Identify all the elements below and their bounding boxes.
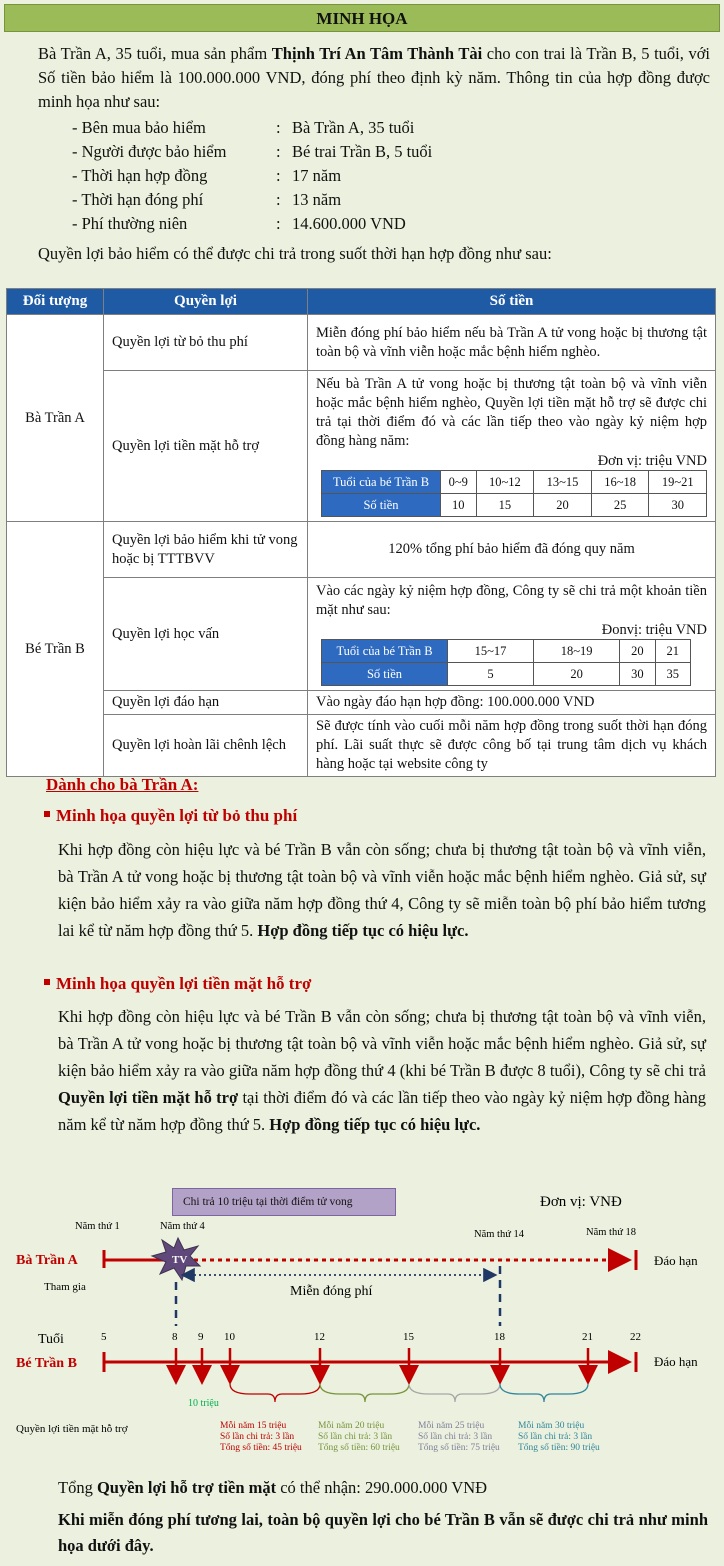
bullet-support bbox=[44, 974, 311, 994]
age-tick: 12 bbox=[314, 1331, 325, 1343]
bullet-title: Minh họa quyền lợi tiền mặt hỗ trợ bbox=[56, 974, 312, 993]
waiver-text: Miễn đóng phí bbox=[290, 1284, 373, 1299]
info-key: - Phí thường niên bbox=[72, 214, 188, 233]
sub-age: 13~15 bbox=[534, 471, 592, 494]
first-pay-text: 10 triệu bbox=[188, 1398, 219, 1409]
unit-label: Đơn vị: triệu VND bbox=[597, 453, 707, 469]
bullet-title: Minh họa quyền lợi từ bỏ thu phí bbox=[56, 806, 298, 825]
benefit-cell: Quyền lợi tiền mặt hỗ trợ bbox=[104, 371, 308, 522]
sub-age: 21 bbox=[655, 640, 690, 663]
sub-header: Số tiền bbox=[322, 494, 441, 517]
age-tick: 21 bbox=[582, 1331, 593, 1343]
info-value: Bé trai Trần B, 5 tuổi bbox=[292, 142, 433, 161]
g4-l2: Số lần chi trả: 3 lần bbox=[518, 1432, 593, 1442]
amount-cell: 120% tổng phí bảo hiểm đã đóng quy năm bbox=[308, 522, 716, 578]
g1-l3: Tổng số tiền: 45 triệu bbox=[220, 1443, 302, 1453]
g4-l3: Tổng số tiền: 90 triệu bbox=[518, 1443, 600, 1453]
col-header-subject: Đối tượng bbox=[7, 289, 104, 315]
table-row bbox=[7, 522, 716, 578]
age-tick: 18 bbox=[494, 1331, 505, 1343]
table-row bbox=[7, 578, 716, 691]
para-text: tại thời điểm đó và các lần tiếp theo vào ngày kỷ niệm hợp đồng hàng năm kể từ năm hợp đồng thứ 5. bbox=[58, 1088, 706, 1134]
info-colon: : bbox=[276, 142, 281, 161]
b-label: Bé Trần B bbox=[16, 1356, 77, 1371]
sub-age: 16~18 bbox=[591, 471, 649, 494]
para-bold: Hợp đồng tiếp tục có hiệu lực. bbox=[269, 1115, 481, 1134]
a-label: Bà Trần A bbox=[16, 1253, 78, 1268]
benefit-cell: Quyền lợi hoàn lãi chênh lệch bbox=[104, 715, 308, 777]
sub-age: 10~12 bbox=[476, 471, 534, 494]
info-value: 13 năm bbox=[292, 190, 342, 209]
amount-cell bbox=[308, 371, 716, 522]
support-subtable bbox=[321, 470, 707, 517]
year18-text: Năm thứ 18 bbox=[586, 1227, 637, 1238]
info-colon: : bbox=[276, 166, 281, 185]
age-tick: 10 bbox=[224, 1331, 235, 1343]
para-bold: Quyền lợi tiền mặt hỗ trợ bbox=[58, 1088, 239, 1107]
g4-l1: Mỗi năm 30 triệu bbox=[518, 1421, 585, 1431]
g2-l2: Số lần chi trả: 3 lần bbox=[318, 1432, 393, 1442]
info-value: Bà Trần A, 35 tuổi bbox=[292, 118, 415, 137]
total-bold: Quyền lợi hỗ trợ tiền mặt bbox=[96, 1478, 277, 1497]
sub-age: 15~17 bbox=[448, 640, 534, 663]
bullet-square-icon bbox=[44, 811, 50, 817]
para-text: Khi hợp đồng còn hiệu lực và bé Trần B vẫn còn sống; chưa bị thương tật toàn bộ và vĩnh viễn, bà Trần A tử vong hoặc bị thương tật toàn bộ và vĩnh viễn hoặc mắc bệnh hiểm nghèo. Giả sử, sự kiện bảo hiểm xảy ra vào giữa năm hợp đồng thứ 4, Công ty sẽ miễn toàn bộ phí bảo hiểm tương lai kể từ năm hợp đồng thứ 5. bbox=[58, 840, 706, 940]
sub-amount: 15 bbox=[476, 494, 534, 517]
amount-cell bbox=[308, 578, 716, 691]
g1-l2: Số lần chi trả: 3 lần bbox=[220, 1432, 295, 1442]
bullet-waiver bbox=[44, 806, 297, 826]
sub-age: 0~9 bbox=[441, 471, 477, 494]
age-label: Tuổi bbox=[38, 1332, 64, 1347]
intro-text-2: cho con trai là Trần B, 5 tuổi, với Số tiền bảo hiểm là 100.000.000 VND, đóng phí theo định kỳ năm. Thông tin của hợp đồng được minh họa như sau: bbox=[38, 44, 711, 111]
age-tick: 8 bbox=[172, 1331, 178, 1343]
g3-l2: Số lần chi trả: 3 lần bbox=[418, 1432, 493, 1442]
benefit-cell: Quyền lợi bảo hiểm khi tử vong hoặc bị TTTBVV bbox=[104, 522, 308, 578]
table-row bbox=[7, 691, 716, 715]
subject-b: Bé Trần B bbox=[7, 522, 104, 777]
table-row bbox=[7, 371, 716, 522]
info-key: - Thời hạn đóng phí bbox=[72, 190, 204, 209]
sub-amount: 30 bbox=[649, 494, 707, 517]
total-line bbox=[58, 1478, 487, 1498]
intro-paragraph bbox=[38, 42, 710, 114]
info-row bbox=[72, 188, 432, 212]
info-value: 17 năm bbox=[292, 166, 342, 185]
section-title: Dành cho bà Trần A: bbox=[46, 775, 199, 794]
sub-age: 20 bbox=[620, 640, 655, 663]
support-paragraph bbox=[58, 1003, 706, 1138]
year4-text: Năm thứ 4 bbox=[160, 1221, 205, 1232]
table-row bbox=[7, 315, 716, 371]
sub-header: Tuổi của bé Trần B bbox=[322, 471, 441, 494]
contract-info-list bbox=[72, 116, 432, 236]
g3-l1: Mỗi năm 25 triệu bbox=[418, 1421, 485, 1431]
table-header-row bbox=[7, 289, 716, 315]
age-tick: 5 bbox=[101, 1331, 107, 1343]
year1-text: Năm thứ 1 bbox=[75, 1221, 120, 1232]
sub-amount: 25 bbox=[591, 494, 649, 517]
benefit-cell: Quyền lợi từ bỏ thu phí bbox=[104, 315, 308, 371]
final-statement: Khi miễn đóng phí tương lai, toàn bộ quyền lợi cho bé Trần B vẫn sẽ được chi trả như minh họa dưới đây. bbox=[58, 1510, 708, 1555]
amount-text: Vào các ngày kỷ niệm hợp đồng, Công ty sẽ chi trả một khoản tiền mặt như sau: bbox=[316, 583, 707, 618]
sub-amount: 10 bbox=[441, 494, 477, 517]
info-row bbox=[72, 212, 432, 236]
subject-a: Bà Trần A bbox=[7, 315, 104, 522]
col-header-amount: Số tiền bbox=[308, 289, 716, 315]
sub-header: Tuổi của bé Trần B bbox=[322, 640, 448, 663]
info-colon: : bbox=[276, 190, 281, 209]
col-header-benefit: Quyền lợi bbox=[104, 289, 308, 315]
info-colon: : bbox=[276, 214, 281, 233]
callout-box: Chi trả 10 triệu tại thời điểm tử vong bbox=[172, 1188, 396, 1216]
sub-age: 18~19 bbox=[534, 640, 620, 663]
year14-text: Năm thứ 14 bbox=[474, 1229, 525, 1240]
education-subtable bbox=[321, 639, 691, 686]
product-name: Thịnh Trí An Tâm Thành Tài bbox=[271, 44, 483, 63]
sub-amount: 35 bbox=[655, 663, 690, 686]
amount-cell: Sẽ được tính vào cuối mỗi năm hợp đồng trong suốt thời hạn đóng phí. Lãi suất thực sẽ được công bố tại trung tâm dịch vụ khách hàng hoặc tại website công ty bbox=[308, 715, 716, 777]
total-text: Tổng bbox=[58, 1478, 97, 1497]
g1-l1: Mỗi năm 15 triệu bbox=[220, 1421, 287, 1431]
bullet-square-icon bbox=[44, 979, 50, 985]
info-row bbox=[72, 140, 432, 164]
info-colon: : bbox=[276, 118, 281, 137]
sub-amount: 5 bbox=[448, 663, 534, 686]
table-row bbox=[7, 715, 716, 777]
tv-text: TV bbox=[172, 1254, 188, 1266]
total-text: có thể nhận: 290.000.000 VNĐ bbox=[276, 1478, 488, 1497]
age-tick: 22 bbox=[630, 1331, 641, 1343]
unit-label: Đonvị: triệu VND bbox=[601, 622, 707, 638]
info-key: - Thời hạn hợp đồng bbox=[72, 166, 208, 185]
g3-l3: Tổng số tiền: 75 triệu bbox=[418, 1443, 500, 1453]
b-maturity: Đáo hạn bbox=[654, 1354, 698, 1369]
info-key: - Người được bảo hiểm bbox=[72, 142, 227, 161]
age-tick: 9 bbox=[198, 1331, 204, 1343]
intro-text-1: Bà Trần A, 35 tuổi, mua sản phẩm bbox=[38, 44, 272, 63]
a-maturity: Đáo hạn bbox=[654, 1253, 698, 1268]
para-bold: Hợp đồng tiếp tục có hiệu lực. bbox=[257, 921, 469, 940]
amount-cell: Vào ngày đáo hạn hợp đồng: 100.000.000 VND bbox=[308, 691, 716, 715]
benefit-cell: Quyền lợi học vấn bbox=[104, 578, 308, 691]
info-row bbox=[72, 116, 432, 140]
unit-text: Đơn vị: VNĐ bbox=[540, 1194, 622, 1210]
sub-amount: 20 bbox=[534, 663, 620, 686]
benefit-cell: Quyền lợi đáo hạn bbox=[104, 691, 308, 715]
g2-l1: Mỗi năm 20 triệu bbox=[318, 1421, 385, 1431]
benefits-intro: Quyền lợi bảo hiểm có thể được chi trả trong suốt thời hạn hợp đồng như sau: bbox=[38, 244, 552, 263]
row-label: Quyền lợi tiền mặt hỗ trợ bbox=[16, 1423, 128, 1435]
sub-age: 19~21 bbox=[649, 471, 707, 494]
page-header: MINH HỌA bbox=[4, 4, 720, 32]
info-key: - Bên mua bảo hiểm bbox=[72, 118, 206, 137]
sub-amount: 20 bbox=[534, 494, 592, 517]
para-text: Khi hợp đồng còn hiệu lực và bé Trần B vẫn còn sống; chưa bị thương tật toàn bộ và vĩnh viễn, bà Trần A tử vong hoặc bị thương tật toàn bộ và vĩnh viễn hoặc mắc bệnh hiểm nghèo. Giả sử, sự kiện bảo hiểm xảy ra vào giữa năm hợp đồng thứ 4 (khi bé Trần B được 8 tuổi), Công ty sẽ chi trả bbox=[58, 1007, 706, 1080]
sub-amount: 30 bbox=[620, 663, 655, 686]
info-value: 14.600.000 VND bbox=[292, 214, 406, 233]
sub-header: Số tiền bbox=[322, 663, 448, 686]
info-row bbox=[72, 164, 432, 188]
amount-text: Nếu bà Trần A tử vong hoặc bị thương tật toàn bộ và vĩnh viễn hoặc mắc bệnh hiểm nghèo, Quyền lợi tiền mặt hỗ trợ sẽ được chi trả tại thời điểm đó và các lần tiếp theo vào ngày kỷ niệm hợp đồng hàng năm: bbox=[316, 376, 707, 449]
benefits-table bbox=[6, 288, 716, 777]
age-tick: 15 bbox=[403, 1331, 414, 1343]
join-text: Tham gia bbox=[44, 1281, 86, 1293]
amount-cell: Miễn đóng phí bảo hiểm nếu bà Trần A tử vong hoặc bị thương tật toàn bộ và vĩnh viễn hoặc mắc bệnh hiểm nghèo. bbox=[308, 315, 716, 371]
g2-l3: Tổng số tiền: 60 triệu bbox=[318, 1443, 400, 1453]
waiver-paragraph bbox=[58, 836, 706, 944]
